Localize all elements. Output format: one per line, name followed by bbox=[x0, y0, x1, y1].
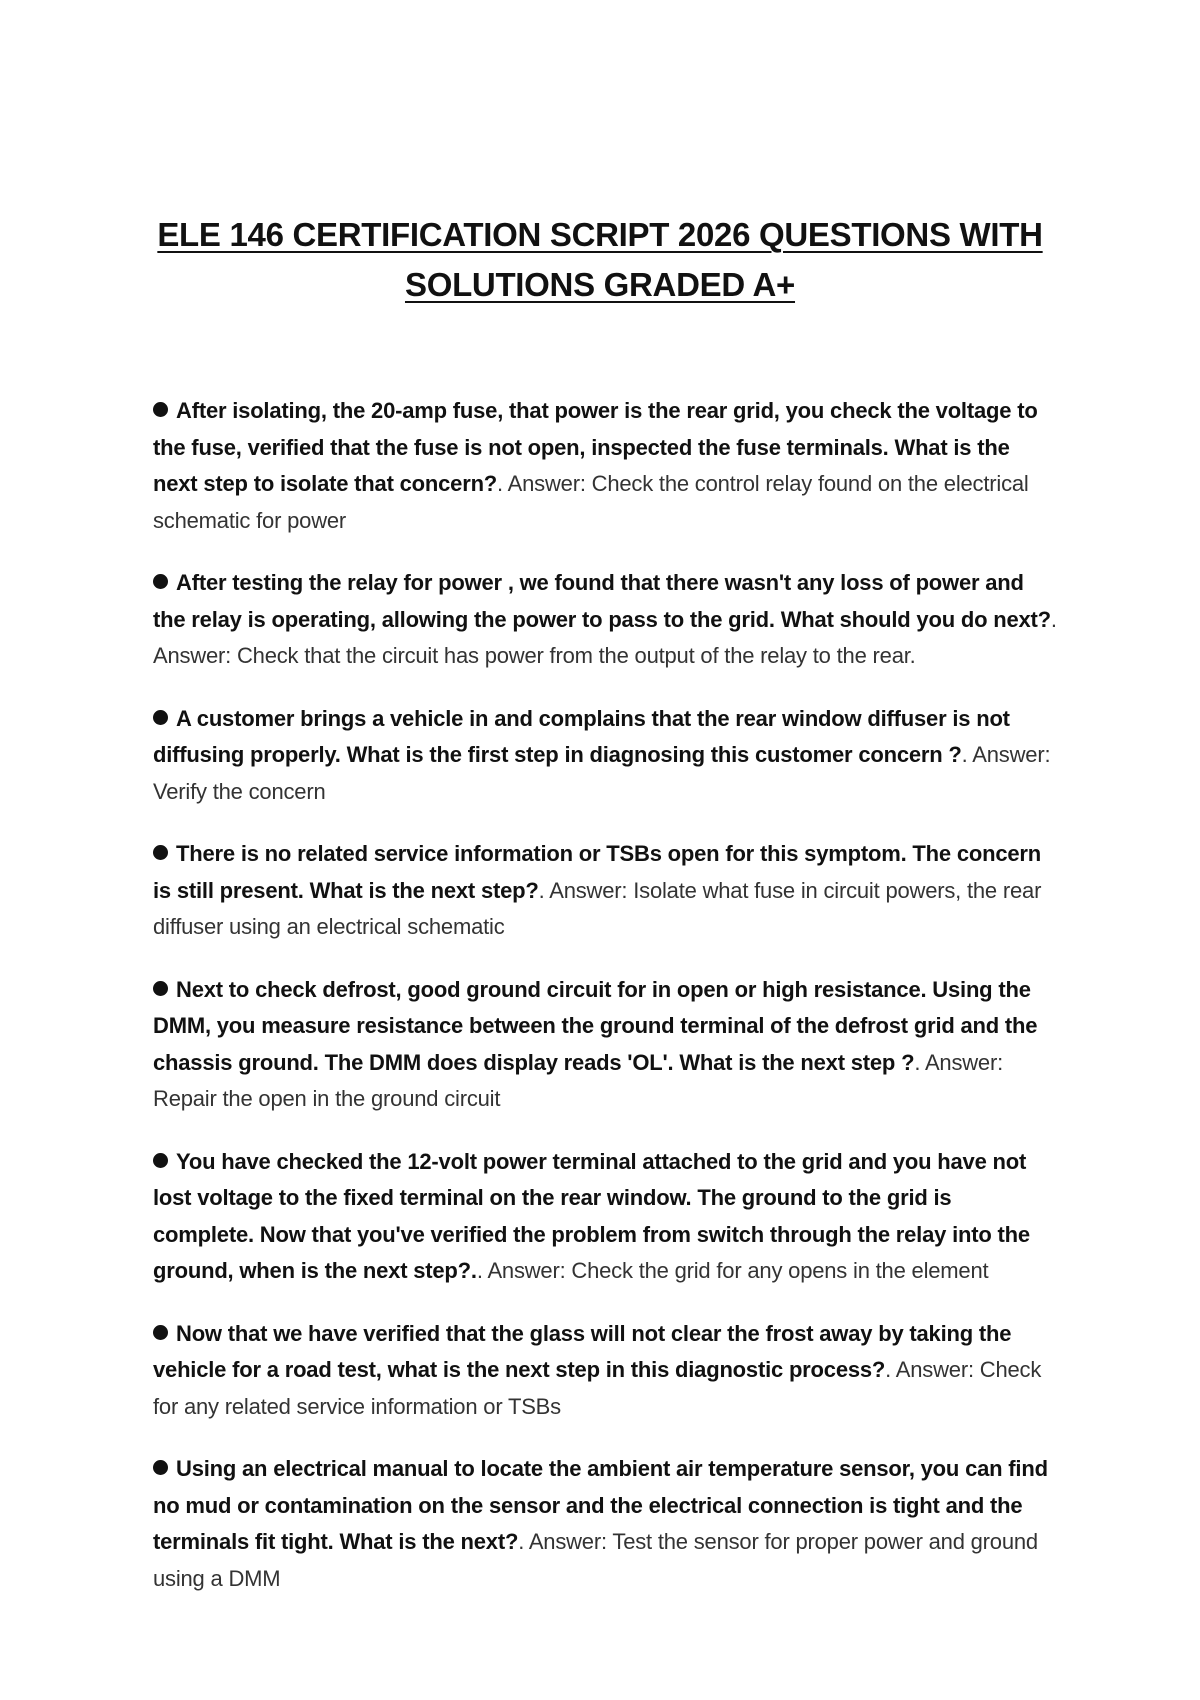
bullet-icon bbox=[153, 981, 168, 996]
answer-text: . Answer: Check the grid for any opens in the element bbox=[476, 1258, 989, 1283]
bullet-icon bbox=[153, 1325, 168, 1340]
question-text: Using an electrical manual to locate the ambient air temperature sensor, you can find no mud or contamination on the sensor and the electrical connection is tight and the terminals fit tight. What is the next? bbox=[153, 1456, 1048, 1554]
bullet-icon bbox=[153, 1153, 168, 1168]
qa-item bbox=[153, 701, 1058, 811]
answer-text: . Answer: Repair the open in the ground circuit bbox=[153, 1049, 1004, 1111]
question-text: Now that we have verified that the glass will not clear the frost away by taking the vehicle for a road test, what is the next step in this diagnostic process? bbox=[153, 1320, 1012, 1382]
question-text: A customer brings a vehicle in and complains that the rear window diffuser is not diffusing properly. What is the first step in diagnosing this customer concern ? bbox=[153, 705, 1010, 767]
answer-text: . Answer: Verify the concern bbox=[153, 742, 1051, 804]
qa-list bbox=[153, 393, 1058, 1623]
question-text: After testing the relay for power , we found that there wasn't any loss of power and the relay is operating, allowing the power to pass to the grid. What should you do next? bbox=[153, 570, 1051, 632]
answer-text: . Answer: Isolate what fuse in circuit powers, the rear diffuser using an electrical schematic bbox=[153, 877, 1042, 939]
question-text: There is no related service information or TSBs open for this symptom. The concern is still present. What is the next step? bbox=[153, 841, 1042, 903]
qa-item bbox=[153, 565, 1058, 675]
qa-item bbox=[153, 1451, 1058, 1597]
question-text: Next to check defrost, good ground circuit for in open or high resistance. Using the DMM, you measure resistance between the ground terminal of the defrost grid and the chassis ground. The DMM does display reads 'OL'. What is the next step ? bbox=[153, 976, 1038, 1075]
question-text: After isolating, the 20-amp fuse, that power is the rear grid, you check the voltage to the fuse, verified that the fuse is not open, inspected the fuse terminals. What is the next step to isolate that concern? bbox=[153, 398, 1038, 496]
bullet-icon bbox=[153, 845, 168, 860]
answer-text: . Answer: Check for any related service information or TSBs bbox=[153, 1357, 1042, 1419]
answer-text: . Answer: Check the control relay found on the electrical schematic for power bbox=[153, 471, 1029, 533]
qa-item bbox=[153, 836, 1058, 946]
qa-item bbox=[153, 393, 1058, 539]
answer-text: . Answer: Test the sensor for proper power and ground using a DMM bbox=[153, 1529, 1038, 1591]
qa-item bbox=[153, 1316, 1058, 1426]
bullet-icon bbox=[153, 574, 168, 589]
bullet-icon bbox=[153, 1460, 168, 1475]
question-text: You have checked the 12-volt power terminal attached to the grid and you have not lost voltage to the fixed terminal on the rear window. The ground to the grid is complete. Now that you've verified the problem from switch through the relay into the ground, when is the next step?. bbox=[153, 1148, 1030, 1283]
qa-item bbox=[153, 972, 1058, 1118]
document-title: ELE 146 CERTIFICATION SCRIPT 2026 QUESTIONS WITH SOLUTIONS GRADED A+ bbox=[157, 216, 1043, 303]
qa-item bbox=[153, 1144, 1058, 1290]
answer-text: . Answer: Check that the circuit has power from the output of the relay to the rear. bbox=[153, 606, 1057, 668]
bullet-icon bbox=[153, 402, 168, 417]
bullet-icon bbox=[153, 710, 168, 725]
